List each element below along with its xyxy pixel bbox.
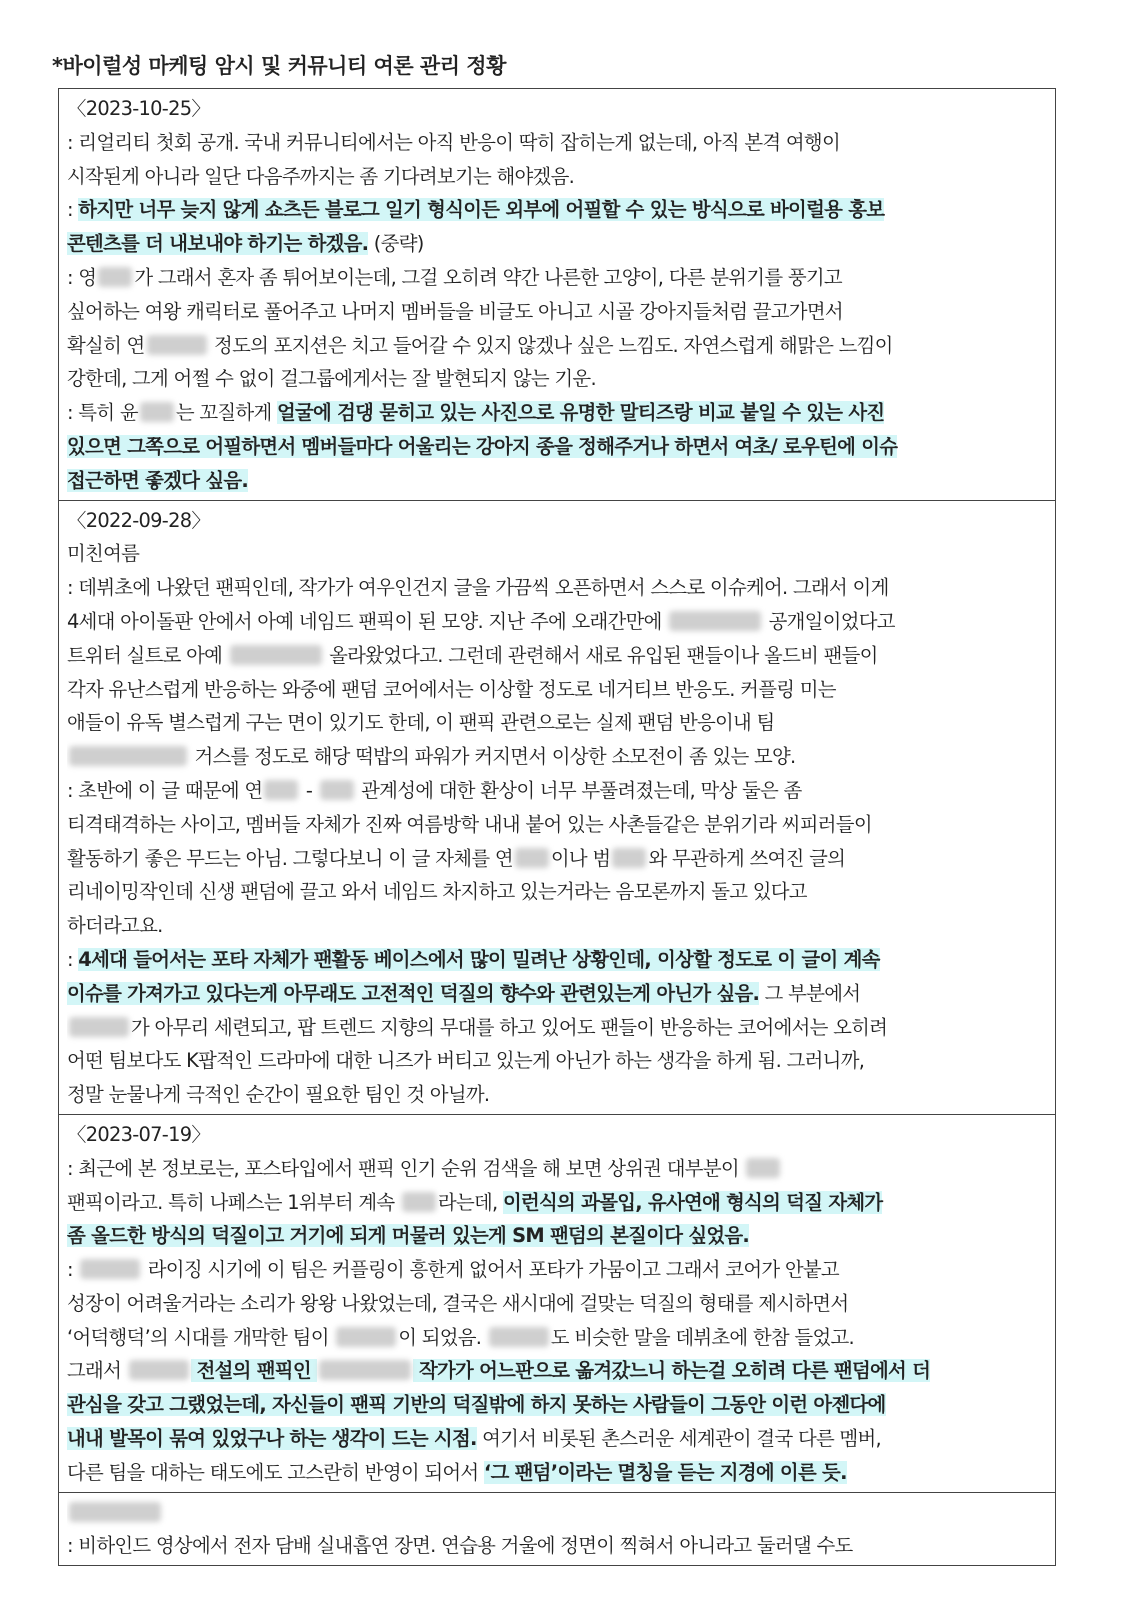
text-line	[67, 1044, 1047, 1078]
redacted-blur	[147, 335, 207, 355]
text-line	[67, 430, 1047, 464]
text-segment: 〈2023-07-19〉	[67, 1122, 211, 1146]
text-line	[67, 1321, 1047, 1355]
text-segment: 거스를 정도로 해당 떡밥의 파워가 커지면서 이상한 소모전이 좀 있는 모양.	[189, 745, 796, 769]
text-segment: 각자 유난스럽게 반응하는 와중에 팬덤 코어에서는 이상할 정도로 네거티브 반응도. 커플링 미는	[67, 677, 836, 701]
text-line	[67, 261, 1047, 295]
text-segment: 여기서 비롯된 촌스러운 세계관이 결국 다른 멤버,	[476, 1427, 881, 1451]
text-line	[67, 605, 1047, 639]
text-segment: 싶어하는 여왕 캐릭터로 풀어주고 나머지 멤버들을 비글도 아니고 시골 강아지들처럼 끌고가면서	[67, 299, 843, 323]
text-segment: : 초반에 이 글 때문에 연	[67, 778, 263, 802]
highlighted-text: 전설의 팬픽인	[190, 1359, 317, 1383]
text-line	[67, 160, 1047, 194]
text-segment: 리네이밍작인데 신생 팬덤에 끌고 와서 네임드 차지하고 있는거라는 음모론까지 돌고 있다고	[67, 880, 807, 904]
text-segment: 미친여름	[67, 542, 140, 566]
text-line	[67, 464, 1047, 498]
redacted-blur	[230, 645, 322, 665]
text-line	[67, 571, 1047, 605]
text-line	[67, 808, 1047, 842]
text-line	[67, 1078, 1047, 1112]
text-segment: 올라왔었다고. 그런데 관련해서 새로 유입된 팬들이나 올드비 팬들이	[323, 643, 878, 667]
text-segment: 다른 팀을 대하는 태도에도 고스란히 반영이 되어서	[67, 1460, 484, 1484]
text-segment: 와 무관하게 쓰여진 글의	[648, 846, 846, 870]
text-line	[67, 774, 1047, 808]
highlighted-text: 이런식의 과몰입, 유사연애 형식의 덕질 자체가	[502, 1190, 883, 1214]
highlighted-text: 4세대 들어서는 포타 자체가 팬활동 베이스에서 많이 밀려난 상황인데, 이상할 정도로 이 글이 계속	[78, 947, 880, 971]
text-line	[67, 295, 1047, 329]
text-segment: : 리얼리티 첫회 공개. 국내 커뮤니티에서는 아직 반응이 딱히 잡히는게 없는데, 아직 본격 여행이	[67, 130, 840, 154]
text-line	[67, 1422, 1047, 1456]
text-line	[67, 537, 1047, 571]
text-line	[67, 1253, 1047, 1287]
text-line	[67, 329, 1047, 363]
highlighted-text: 얼굴에 검댕 묻히고 있는 사진으로 유명한 말티즈랑 비교 붙일 수 있는 사진	[276, 401, 885, 425]
text-line	[67, 943, 1047, 977]
text-segment: 그래서	[67, 1359, 127, 1383]
text-segment: : 최근에 본 정보로는, 포스타입에서 팬픽 인기 순위 검색을 해 보면 상위권 대부분이	[67, 1156, 745, 1180]
text-segment: 팬픽이라고. 특히 나페스는 1위부터 계속	[67, 1190, 400, 1214]
text-segment: 라이징 시기에 이 팀은 커플링이 흥한게 없어서 포타가 가뭄이고 그래서 코어가 안붙고	[142, 1258, 839, 1282]
redacted-blur	[140, 402, 174, 422]
text-segment: 가 그래서 혼자 좀 튀어보이는데, 그걸 오히려 약간 나른한 고양이, 다른 분위기를 풍기고	[134, 265, 842, 289]
text-segment: 가 아무리 세련되고, 팝 트렌드 지향의 무대를 하고 있어도 팬들이 반응하는 코어에서는 오히려	[131, 1015, 888, 1039]
redacted-blur	[319, 1360, 411, 1380]
entry-section	[59, 1492, 1055, 1566]
text-segment: 강한데, 그게 어쩔 수 없이 걸그룹에게서는 잘 발현되지 않는 기운.	[67, 367, 596, 391]
redacted-blur	[336, 1327, 396, 1347]
text-segment: 시작된게 아니라 일단 다음주까지는 좀 기다려보기는 해야겠음.	[67, 164, 575, 188]
highlighted-text: 있으면 그쪽으로 어필하면서 멤버들마다 어울리는 강아지 종을 정해주거나 하면서 여초/ 로우틴에 이슈	[67, 434, 898, 458]
text-line	[67, 1496, 1047, 1530]
text-line	[67, 1456, 1047, 1490]
text-line	[67, 1388, 1047, 1422]
text-segment: 활동하기 좋은 무드는 아님. 그렇다보니 이 글 자체를 연	[67, 846, 513, 870]
text-segment: :	[67, 198, 79, 222]
redacted-blur	[80, 1259, 140, 1279]
text-line	[67, 1529, 1047, 1563]
text-line	[67, 977, 1047, 1011]
text-segment: 도 비슷한 말을 데뷔초에 한참 들었고.	[550, 1325, 854, 1349]
text-segment: 어떤 팀보다도 K팝적인 드라마에 대한 니즈가 버티고 있는게 아닌가 하는 생각을 하게 됨. 그러니까,	[67, 1049, 865, 1073]
text-segment: 티격태격하는 사이고, 멤버들 자체가 진짜 여름방학 내내 붙어 있는 사촌들같은 분위기라 씨피러들이	[67, 812, 872, 836]
redacted-blur	[402, 1192, 436, 1212]
redacted-blur	[129, 1360, 189, 1380]
highlighted-text: ‘그 팬덤’이라는 멸칭을 듣는 지경에 이른 듯.	[483, 1460, 847, 1484]
redacted-blur	[612, 848, 646, 868]
text-segment: (중략)	[368, 232, 424, 256]
text-line	[67, 1011, 1047, 1045]
redacted-blur	[69, 1017, 129, 1037]
redacted-blur	[69, 1502, 161, 1522]
text-segment: 공개일이었다고	[763, 609, 895, 633]
text-segment: 4세대 아이돌판 안에서 아예 네임드 팬픽이 된 모양. 지난 주에 오래간만에	[67, 609, 668, 633]
redacted-blur	[515, 848, 549, 868]
text-segment: 관계성에 대한 환상이 너무 부풀려졌는데, 막상 둘은 좀	[355, 778, 802, 802]
text-line	[67, 227, 1047, 261]
text-segment: 애들이 유독 별스럽게 구는 면이 있기도 한데, 이 팬픽 관련으로는 실제 팬덤 반응이내 팀	[67, 711, 775, 735]
text-line	[67, 1354, 1047, 1388]
highlighted-text: 좀 올드한 방식의 덕질이고 거기에 되게 머물러 있는게 SM 팬덤의 본질이다 싶었음.	[67, 1224, 750, 1248]
text-segment: -	[300, 778, 318, 802]
redacted-blur	[669, 611, 761, 631]
text-segment: 정말 눈물나게 극적인 순간이 필요한 팀인 것 아닐까.	[67, 1083, 490, 1107]
text-line	[67, 92, 1047, 126]
text-line	[67, 504, 1047, 538]
text-line	[67, 842, 1047, 876]
text-line	[67, 396, 1047, 430]
text-line	[67, 909, 1047, 943]
text-segment: 그 부분에서	[759, 981, 861, 1005]
entry-section	[59, 500, 1055, 1114]
text-line	[67, 1118, 1047, 1152]
redacted-blur	[320, 780, 354, 800]
text-line	[67, 193, 1047, 227]
redacted-blur	[489, 1327, 549, 1347]
text-segment: : 영	[67, 265, 97, 289]
text-segment: 라는데,	[437, 1190, 503, 1214]
highlighted-text: 콘텐츠를 더 내보내야 하기는 하겠음.	[67, 232, 369, 256]
text-segment: :	[67, 947, 79, 971]
text-segment: 〈2022-09-28〉	[67, 508, 211, 532]
text-segment: 확실히 연	[67, 333, 145, 357]
text-line	[67, 740, 1047, 774]
highlighted-text: 작가가 어느판으로 옮겨갔느니 하는걸 오히려 다른 팬덤에서 더	[412, 1359, 931, 1383]
redacted-blur	[98, 267, 132, 287]
text-segment: 이 되었음.	[398, 1325, 487, 1349]
text-segment: 는 꼬질하게	[175, 401, 277, 425]
redacted-blur	[746, 1158, 780, 1178]
text-segment: : 데뷔초에 나왔던 팬픽인데, 작가가 여우인건지 글을 가끔씩 오픈하면서 스스로 이슈케어. 그래서 이게	[67, 576, 889, 600]
text-line	[67, 1186, 1047, 1220]
highlighted-text: 관심을 갖고 그랬었는데, 자신들이 팬픽 기반의 덕질밖에 하지 못하는 사람들이 그동안 이런 아젠다에	[67, 1393, 886, 1417]
text-segment: ‘어덕행덕’의 시대를 개막한 팀이	[67, 1325, 335, 1349]
entry-section	[59, 1114, 1055, 1492]
text-segment: : 특히 윤	[67, 401, 138, 425]
text-segment: 성장이 어려울거라는 소리가 왕왕 나왔었는데, 결국은 새시대에 걸맞는 덕질의 형태를 제시하면서	[67, 1291, 849, 1315]
text-line	[67, 875, 1047, 909]
content-table	[58, 88, 1056, 1566]
text-line	[67, 706, 1047, 740]
entry-section	[59, 89, 1055, 500]
text-segment: 하더라고요.	[67, 914, 163, 938]
text-line	[67, 639, 1047, 673]
highlighted-text: 접근하면 좋겠다 싶음.	[67, 468, 249, 492]
text-segment: 정도의 포지션은 치고 들어갈 수 있지 않겠나 싶은 느낌도. 자연스럽게 해맑은 느낌이	[208, 333, 893, 357]
text-line	[67, 126, 1047, 160]
text-segment: :	[67, 1258, 79, 1282]
text-segment: : 비하인드 영상에서 전자 담배 실내흡연 장면. 연습용 거울에 정면이 찍혀서 아니라고 둘러댈 수도	[67, 1534, 853, 1558]
text-line	[67, 1287, 1047, 1321]
document-title: *바이럴성 마케팅 암시 및 커뮤니티 여론 관리 정황	[52, 54, 506, 78]
redacted-blur	[264, 780, 298, 800]
text-line	[67, 673, 1047, 707]
text-segment: 트위터 실트로 아예	[67, 643, 228, 667]
text-line	[67, 1219, 1047, 1253]
text-line	[67, 1152, 1047, 1186]
highlighted-text: 하지만 너무 늦지 않게 쇼츠든 블로그 일기 형식이든 외부에 어필할 수 있는 방식으로 바이럴용 홍보	[78, 198, 885, 222]
highlighted-text: 내내 발목이 묶여 있었구나 하는 생각이 드는 시점.	[67, 1427, 477, 1451]
redacted-blur	[69, 746, 187, 766]
highlighted-text: 이슈를 가져가고 있다는게 아무래도 고전적인 덕질의 향수와 관련있는게 아닌가 싶음.	[67, 981, 760, 1005]
text-line	[67, 362, 1047, 396]
text-segment: 이나 범	[550, 846, 611, 870]
text-segment: 〈2023-10-25〉	[67, 97, 211, 120]
